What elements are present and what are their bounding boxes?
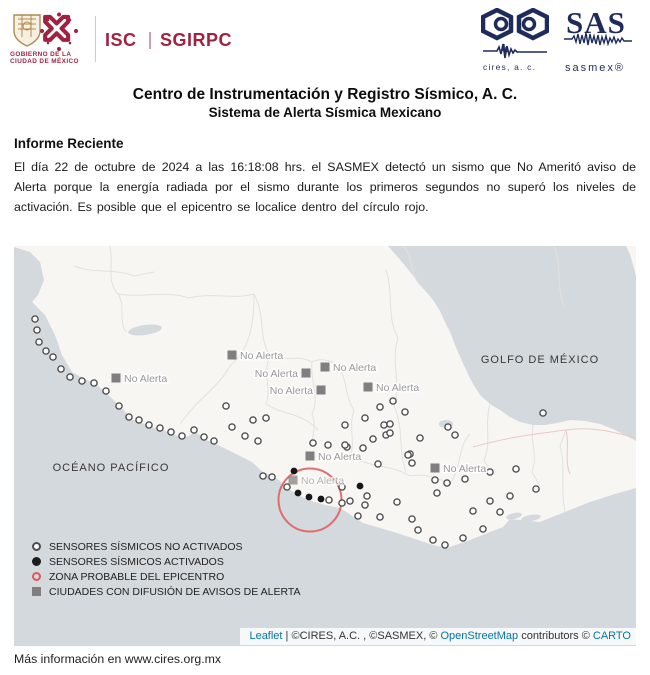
sensor-inactive [116, 403, 122, 409]
sensor-inactive [470, 508, 476, 514]
sensor-inactive [487, 469, 493, 475]
report-body: El día 22 de octubre de 2024 a las 16:18:08 hrs. el SASMEX detectó un sismo que No Ameritó aviso de Alerta porque la energía radiada por el sismo durante los primeros segundos no superó los niveles de activación. Es posible que el epicentro se localice dentro del círculo rojo. [14, 160, 636, 215]
sensor-inactive [58, 366, 64, 372]
sensor-inactive [442, 542, 448, 548]
sensor-inactive [211, 438, 217, 444]
legend-open-icon [32, 542, 41, 551]
sensor-inactive [370, 436, 376, 442]
sensor-inactive [242, 433, 248, 439]
sensor-inactive [409, 460, 415, 466]
isc-wordmark: ISC [105, 30, 137, 50]
sensor-inactive [355, 513, 361, 519]
sensor-inactive [50, 354, 56, 360]
sensor-inactive [377, 514, 383, 520]
sensor-inactive [103, 388, 109, 394]
city-status-label: No Alerta [124, 373, 168, 385]
ocean-label: OCÉANO PACÍFICO [52, 462, 170, 474]
attribution-text: ©CIRES, A.C. , ©SASMEX, © [291, 630, 441, 642]
sensor-inactive [310, 440, 316, 446]
sensor-inactive [362, 415, 368, 421]
sensor-active [357, 483, 364, 490]
attribution-link[interactable]: OpenStreetMap [440, 630, 519, 642]
city-status-label: No Alerta [240, 350, 284, 362]
sensor-inactive [342, 442, 348, 448]
sensor-inactive [136, 417, 142, 423]
sensor-inactive [342, 422, 348, 428]
sensor-inactive [325, 442, 331, 448]
map-attribution [240, 628, 636, 645]
city-square-icon [306, 452, 315, 461]
sensor-inactive [146, 422, 152, 428]
sensor-inactive [32, 316, 38, 322]
city-square-icon [321, 363, 330, 372]
attribution-text: contributors © [518, 630, 593, 642]
sensor-inactive [533, 486, 539, 492]
sas-seismogram-icon [564, 32, 638, 46]
sensor-inactive [229, 424, 235, 430]
sensor-inactive [445, 424, 451, 430]
cires-hexagons-icon [481, 8, 549, 62]
sas-wordmark: SAS [566, 5, 626, 40]
sensor-inactive [223, 403, 229, 409]
sensor-inactive [67, 374, 73, 380]
sensor-inactive [540, 410, 546, 416]
sensor-inactive [364, 493, 370, 499]
sensor-inactive [79, 378, 85, 384]
sensor-inactive [179, 433, 185, 439]
cires-logo [481, 8, 549, 74]
sensor-inactive [43, 348, 49, 354]
sensor-inactive [402, 409, 408, 415]
sensor-inactive [201, 434, 207, 440]
sensor-inactive [460, 535, 466, 541]
city-square-icon [289, 476, 298, 485]
attribution-link[interactable]: Leaflet [249, 630, 283, 642]
footer-info: Más información en www.cires.org.mx [14, 652, 222, 666]
sensor-inactive [432, 477, 438, 483]
sensor-inactive [434, 490, 440, 496]
sensor-inactive [387, 421, 393, 427]
city-status-label: No Alerta [443, 463, 487, 475]
city-status-label: No Alerta [376, 382, 420, 394]
gov-caption-line1: GOBIERNO DE LA [10, 51, 72, 58]
sensor-inactive [405, 452, 411, 458]
sensor-inactive [417, 435, 423, 441]
sensor-inactive [91, 380, 97, 386]
sensor-inactive [284, 484, 290, 490]
attribution-text: | [282, 630, 292, 642]
city-status-label: No Alerta [301, 475, 345, 487]
city-square-icon [317, 386, 326, 395]
gov-caption-line2: CIUDAD DE MÉXICO [10, 58, 79, 65]
sensor-inactive [260, 473, 266, 479]
legend-label: SENSORES SÍSMICOS NO ACTIVADOS [49, 540, 243, 553]
sensor-inactive [339, 500, 345, 506]
page-title: Centro de Instrumentación y Registro Sísmico, A. C. [132, 86, 518, 103]
sensor-inactive [497, 509, 503, 515]
sensor-inactive [452, 432, 458, 438]
sensor-inactive [375, 461, 381, 467]
legend-label: CIUDADES CON DIFUSIÓN DE AVISOS DE ALERTA [49, 585, 301, 598]
gov-caption [10, 51, 102, 65]
city-status-label: No Alerta [254, 368, 298, 380]
sensor-inactive [263, 415, 269, 421]
city-square-icon [431, 464, 440, 473]
sensor-active [295, 490, 302, 497]
sensor-inactive [168, 429, 174, 435]
sensor-inactive [390, 398, 396, 404]
sensor-inactive [126, 414, 132, 420]
legend-filled-icon [32, 557, 41, 566]
cdmx-government-logo [10, 12, 100, 68]
legend-label: ZONA PROBABLE DEL EPICENTRO [49, 570, 225, 583]
sensor-inactive [462, 476, 468, 482]
sensor-inactive [269, 474, 275, 480]
legend-row [32, 569, 300, 584]
city-square-icon [228, 351, 237, 360]
sensor-inactive [326, 497, 332, 503]
sensor-inactive [347, 498, 353, 504]
seismic-map[interactable] [14, 246, 636, 646]
city-square-icon [364, 383, 373, 392]
legend-square-icon [32, 587, 41, 596]
sensor-inactive [394, 499, 400, 505]
city-square-icon [302, 369, 311, 378]
sensor-inactive [513, 466, 519, 472]
sensor-inactive [409, 516, 415, 522]
sasmex-caption: sasmex® [565, 62, 626, 74]
sensor-inactive [362, 502, 368, 508]
sensor-inactive [255, 438, 261, 444]
sensor-active [291, 468, 298, 475]
city-status-label: No Alerta [269, 385, 313, 397]
sensor-inactive [387, 430, 393, 436]
cires-caption: cires, a. c. [483, 62, 537, 72]
attribution-link[interactable]: CARTO [592, 630, 631, 642]
sensor-inactive [430, 537, 436, 543]
sensor-inactive [507, 493, 513, 499]
city-status-label: No Alerta [333, 362, 377, 374]
page-subtitle: Sistema de Alerta Sísmica Mexicano [208, 105, 442, 120]
sensor-inactive [444, 480, 450, 486]
sensor-inactive [34, 327, 40, 333]
sensor-inactive [377, 404, 383, 410]
ocean-label: GOLFO DE MÉXICO [480, 354, 600, 366]
sensor-inactive [487, 498, 493, 504]
sensor-inactive [250, 417, 256, 423]
report-heading: Informe Reciente [14, 136, 124, 151]
sensor-inactive [36, 339, 42, 345]
legend-row [32, 554, 300, 569]
sensor-active [318, 496, 325, 503]
sensor-inactive [157, 425, 163, 431]
legend-label: SENSORES SÍSMICOS ACTIVADOS [49, 555, 224, 568]
sgirpc-wordmark: SGIRPC [160, 30, 233, 50]
header-divider [95, 16, 96, 62]
cdmx-shield-and-x-icon [10, 12, 102, 52]
sensor-inactive [415, 527, 421, 533]
city-square-icon [112, 374, 121, 383]
sensor-inactive [191, 427, 197, 433]
sensor-inactive [480, 526, 486, 532]
legend-row [32, 584, 300, 599]
sensor-active [306, 494, 313, 501]
sasmex-logo [564, 6, 638, 74]
city-status-label: No Alerta [318, 451, 362, 463]
legend-red-icon [32, 572, 41, 581]
map-legend [32, 539, 300, 599]
sensor-inactive [381, 422, 387, 428]
legend-row [32, 539, 300, 554]
isc-sgirpc-divider [149, 32, 151, 49]
